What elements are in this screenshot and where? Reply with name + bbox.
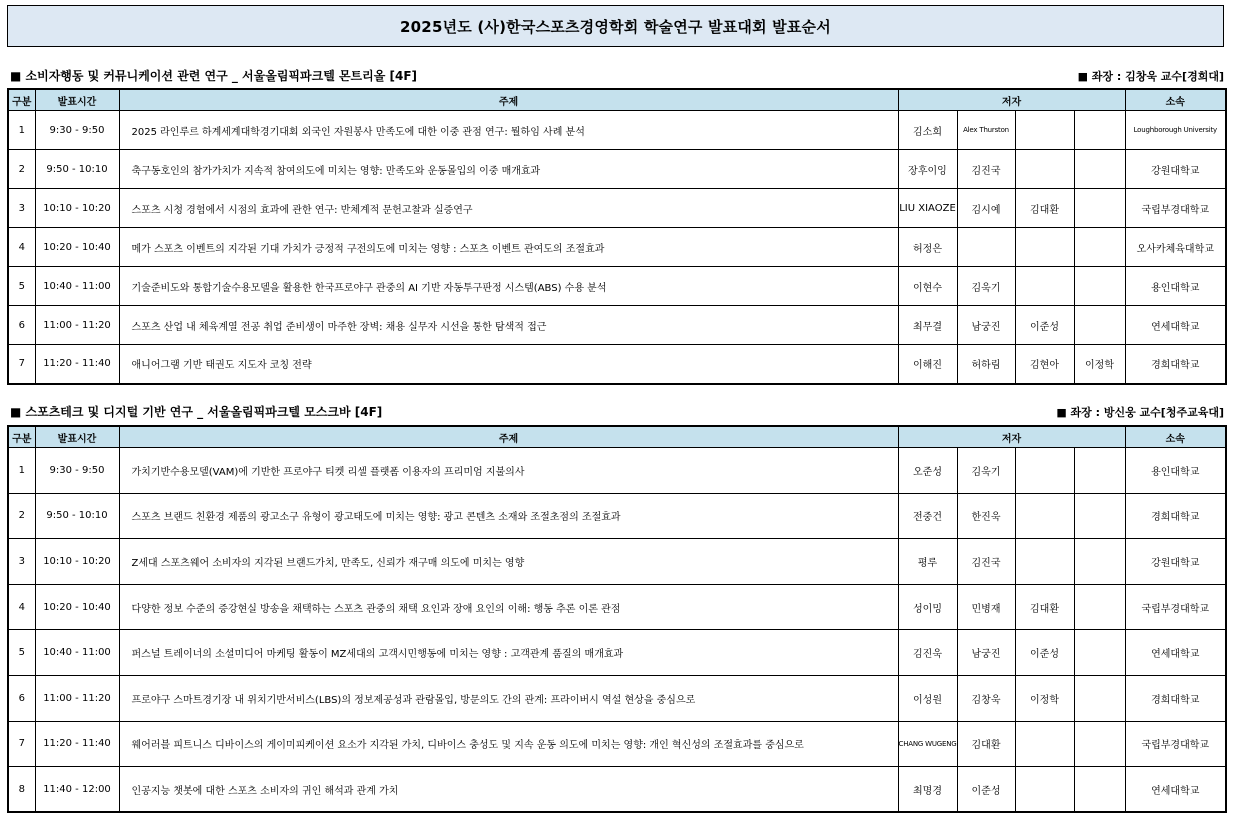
author-1-cell: 이해진 [898,345,957,384]
author-2-cell: 김시예 [957,189,1015,228]
topic-cell: 퍼스널 트레이너의 소셜미디어 마케팅 활동이 MZ세대의 고객시민행동에 미치는 영향 : 고객관계 품질의 매개효과 [119,630,898,676]
col-header-no: 구분 [8,89,35,111]
table-row [8,448,1226,494]
author-2-cell: 민병재 [957,584,1015,630]
author-1-cell: 최명경 [898,767,957,813]
table-row [8,584,1226,630]
author-4-cell: 이정학 [1074,345,1125,384]
topic-cell: 기술준비도와 통합기술수용모델을 활용한 한국프로야구 관중의 AI 기반 자동투구판정 시스템(ABS) 수용 분석 [119,267,898,306]
author-3-cell [1015,539,1074,585]
table-row [8,228,1226,267]
author-3-cell [1015,150,1074,189]
author-1-cell: 김소희 [898,111,957,150]
table-header-row [8,89,1226,111]
col-header-time: 발표시간 [35,89,119,111]
author-1-cell: 김진욱 [898,630,957,676]
author-4-cell [1074,539,1125,585]
topic-cell: 다양한 정보 수준의 증강현실 방송을 채택하는 스포츠 관중의 채택 요인과 장애 요인의 이해: 행동 추론 이론 관점 [119,584,898,630]
table-header-row [8,426,1226,448]
col-header-time: 발표시간 [35,426,119,448]
time-cell: 11:00 - 11:20 [35,675,119,721]
author-4-cell [1074,150,1125,189]
topic-cell: 프로야구 스마트경기장 내 위치기반서비스(LBS)의 정보제공성과 관람몰입, 방문의도 간의 관계: 프라이버시 역설 현상을 중심으로 [119,675,898,721]
author-1-cell: 허정은 [898,228,957,267]
author-2-cell: 김대환 [957,721,1015,767]
author-2-cell: 남궁진 [957,630,1015,676]
col-header-topic: 주제 [119,426,898,448]
affiliation-cell: 국립부경대학교 [1125,721,1226,767]
row-number: 4 [8,584,35,630]
author-4-cell [1074,630,1125,676]
row-number: 2 [8,493,35,539]
author-1-cell: CHANG WUGENG [898,721,957,767]
session-1-header [10,66,1224,84]
author-3-cell [1015,767,1074,813]
page-title: 2025년도 (사)한국스포츠경영학회 학술연구 발표대회 발표순서 [7,5,1224,47]
author-2-cell [957,228,1015,267]
author-2-cell: 김욱기 [957,448,1015,494]
row-number: 1 [8,111,35,150]
author-2-cell: 김창욱 [957,675,1015,721]
col-header-no: 구분 [8,426,35,448]
author-3-cell: 김대환 [1015,584,1074,630]
time-cell: 10:40 - 11:00 [35,267,119,306]
time-cell: 9:30 - 9:50 [35,448,119,494]
author-1-cell: 전중건 [898,493,957,539]
row-number: 5 [8,267,35,306]
author-4-cell [1074,767,1125,813]
affiliation-cell: 강원대학교 [1125,539,1226,585]
col-header-authors: 저자 [898,89,1125,111]
author-2-cell: 김욱기 [957,267,1015,306]
author-4-cell [1074,584,1125,630]
topic-cell: 스포츠 브랜드 친환경 제품의 광고소구 유형이 광고태도에 미치는 영향: 광고 콘텐츠 소재와 조절초점의 조절효과 [119,493,898,539]
author-4-cell [1074,675,1125,721]
author-2-cell: 김진국 [957,150,1015,189]
session-2-table [7,425,1227,813]
author-4-cell [1074,189,1125,228]
author-1-cell: 오준성 [898,448,957,494]
author-3-cell: 이준성 [1015,630,1074,676]
row-number: 5 [8,630,35,676]
topic-cell: 2025 라인루르 하계세계대학경기대회 외국인 자원봉사 만족도에 대한 이중 관점 연구: 뭘하임 사례 분석 [119,111,898,150]
col-header-affiliation: 소속 [1125,89,1226,111]
affiliation-cell: 경희대학교 [1125,493,1226,539]
affiliation-cell: 국립부경대학교 [1125,584,1226,630]
author-2-cell: 이준성 [957,767,1015,813]
time-cell: 9:50 - 10:10 [35,150,119,189]
author-4-cell [1074,306,1125,345]
session-2-name: ■ 스포츠테크 및 디지털 기반 연구 _ 서울올림픽파크텔 모스크바 [4F] [10,405,383,419]
table-row [8,675,1226,721]
table-row [8,345,1226,384]
row-number: 1 [8,448,35,494]
session-2-header [10,402,1224,420]
affiliation-cell: 연세대학교 [1125,630,1226,676]
table-row [8,306,1226,345]
affiliation-cell: 강원대학교 [1125,150,1226,189]
session-1-name: ■ 소비자행동 및 커뮤니케이션 관련 연구 _ 서울올림픽파크텔 몬트리올 [4F] [10,69,418,83]
table-row [8,767,1226,813]
affiliation-cell: Loughborough University [1125,111,1226,150]
row-number: 7 [8,345,35,384]
time-cell: 11:20 - 11:40 [35,721,119,767]
topic-cell: Z세대 스포츠웨어 소비자의 지각된 브랜드가치, 만족도, 신뢰가 재구매 의도에 미치는 영향 [119,539,898,585]
affiliation-cell: 경희대학교 [1125,675,1226,721]
affiliation-cell: 경희대학교 [1125,345,1226,384]
author-3-cell: 김현아 [1015,345,1074,384]
col-header-topic: 주제 [119,89,898,111]
table-row [8,111,1226,150]
table-row [8,721,1226,767]
time-cell: 10:10 - 10:20 [35,539,119,585]
row-number: 3 [8,189,35,228]
session-1-chair: ■ 좌장 : 김창욱 교수[경희대] [1077,70,1224,83]
time-cell: 11:00 - 11:20 [35,306,119,345]
session-2-chair: ■ 좌장 : 방신웅 교수[청주교육대] [1056,406,1224,419]
affiliation-cell: 용인대학교 [1125,267,1226,306]
col-header-authors: 저자 [898,426,1125,448]
topic-cell: 애니어그램 기반 태권도 지도자 코칭 전략 [119,345,898,384]
author-2-cell: 김진국 [957,539,1015,585]
row-number: 4 [8,228,35,267]
author-4-cell [1074,228,1125,267]
affiliation-cell: 오사카체육대학교 [1125,228,1226,267]
topic-cell: 메가 스포츠 이벤트의 지각된 기대 가치가 긍정적 구전의도에 미치는 영향 : 스포츠 이벤트 관여도의 조절효과 [119,228,898,267]
row-number: 2 [8,150,35,189]
row-number: 6 [8,306,35,345]
author-3-cell [1015,228,1074,267]
col-header-affiliation: 소속 [1125,426,1226,448]
author-4-cell [1074,493,1125,539]
author-1-cell: 이현수 [898,267,957,306]
author-3-cell [1015,111,1074,150]
author-3-cell: 김대환 [1015,189,1074,228]
author-1-cell: 성이밍 [898,584,957,630]
time-cell: 11:40 - 12:00 [35,767,119,813]
author-1-cell: 이성원 [898,675,957,721]
author-3-cell [1015,493,1074,539]
author-3-cell [1015,448,1074,494]
table-row [8,189,1226,228]
topic-cell: 스포츠 산업 내 체육계열 전공 취업 준비생이 마주한 장벽: 채용 실무자 시선을 통한 탐색적 접근 [119,306,898,345]
author-2-cell: 남궁진 [957,306,1015,345]
author-4-cell [1074,448,1125,494]
author-1-cell: 평루 [898,539,957,585]
affiliation-cell: 국립부경대학교 [1125,189,1226,228]
row-number: 7 [8,721,35,767]
time-cell: 10:10 - 10:20 [35,189,119,228]
author-4-cell [1074,111,1125,150]
author-1-cell: 장후이잉 [898,150,957,189]
time-cell: 9:30 - 9:50 [35,111,119,150]
table-row [8,630,1226,676]
time-cell: 9:50 - 10:10 [35,493,119,539]
table-row [8,267,1226,306]
time-cell: 10:20 - 10:40 [35,228,119,267]
author-3-cell: 이정학 [1015,675,1074,721]
time-cell: 11:20 - 11:40 [35,345,119,384]
author-3-cell: 이준성 [1015,306,1074,345]
time-cell: 10:20 - 10:40 [35,584,119,630]
author-2-cell: Alex Thurston [957,111,1015,150]
topic-cell: 축구동호인의 참가가치가 지속적 참여의도에 미치는 영향: 만족도와 운동몰입의 이중 매개효과 [119,150,898,189]
author-3-cell [1015,267,1074,306]
table-row [8,539,1226,585]
topic-cell: 가치기반수용모델(VAM)에 기반한 프로야구 티켓 리셀 플랫폼 이용자의 프리미엄 지불의사 [119,448,898,494]
author-1-cell: LIU XIAOZE [898,189,957,228]
row-number: 3 [8,539,35,585]
author-3-cell [1015,721,1074,767]
time-cell: 10:40 - 11:00 [35,630,119,676]
table-row [8,493,1226,539]
row-number: 8 [8,767,35,813]
session-1-table [7,88,1227,385]
row-number: 6 [8,675,35,721]
author-2-cell: 한진욱 [957,493,1015,539]
table-row [8,150,1226,189]
topic-cell: 인공지능 챗봇에 대한 스포츠 소비자의 귀인 해석과 관계 가치 [119,767,898,813]
affiliation-cell: 연세대학교 [1125,306,1226,345]
author-4-cell [1074,721,1125,767]
topic-cell: 스포츠 시청 경험에서 시점의 효과에 관한 연구: 반체계적 문헌고찰과 실증연구 [119,189,898,228]
affiliation-cell: 연세대학교 [1125,767,1226,813]
author-4-cell [1074,267,1125,306]
author-2-cell: 허하림 [957,345,1015,384]
author-1-cell: 최무결 [898,306,957,345]
topic-cell: 웨어러블 피트니스 디바이스의 게이미피케이션 요소가 지각된 가치, 디바이스 충성도 및 지속 운동 의도에 미치는 영향: 개인 혁신성의 조절효과를 중심으로 [119,721,898,767]
affiliation-cell: 용인대학교 [1125,448,1226,494]
